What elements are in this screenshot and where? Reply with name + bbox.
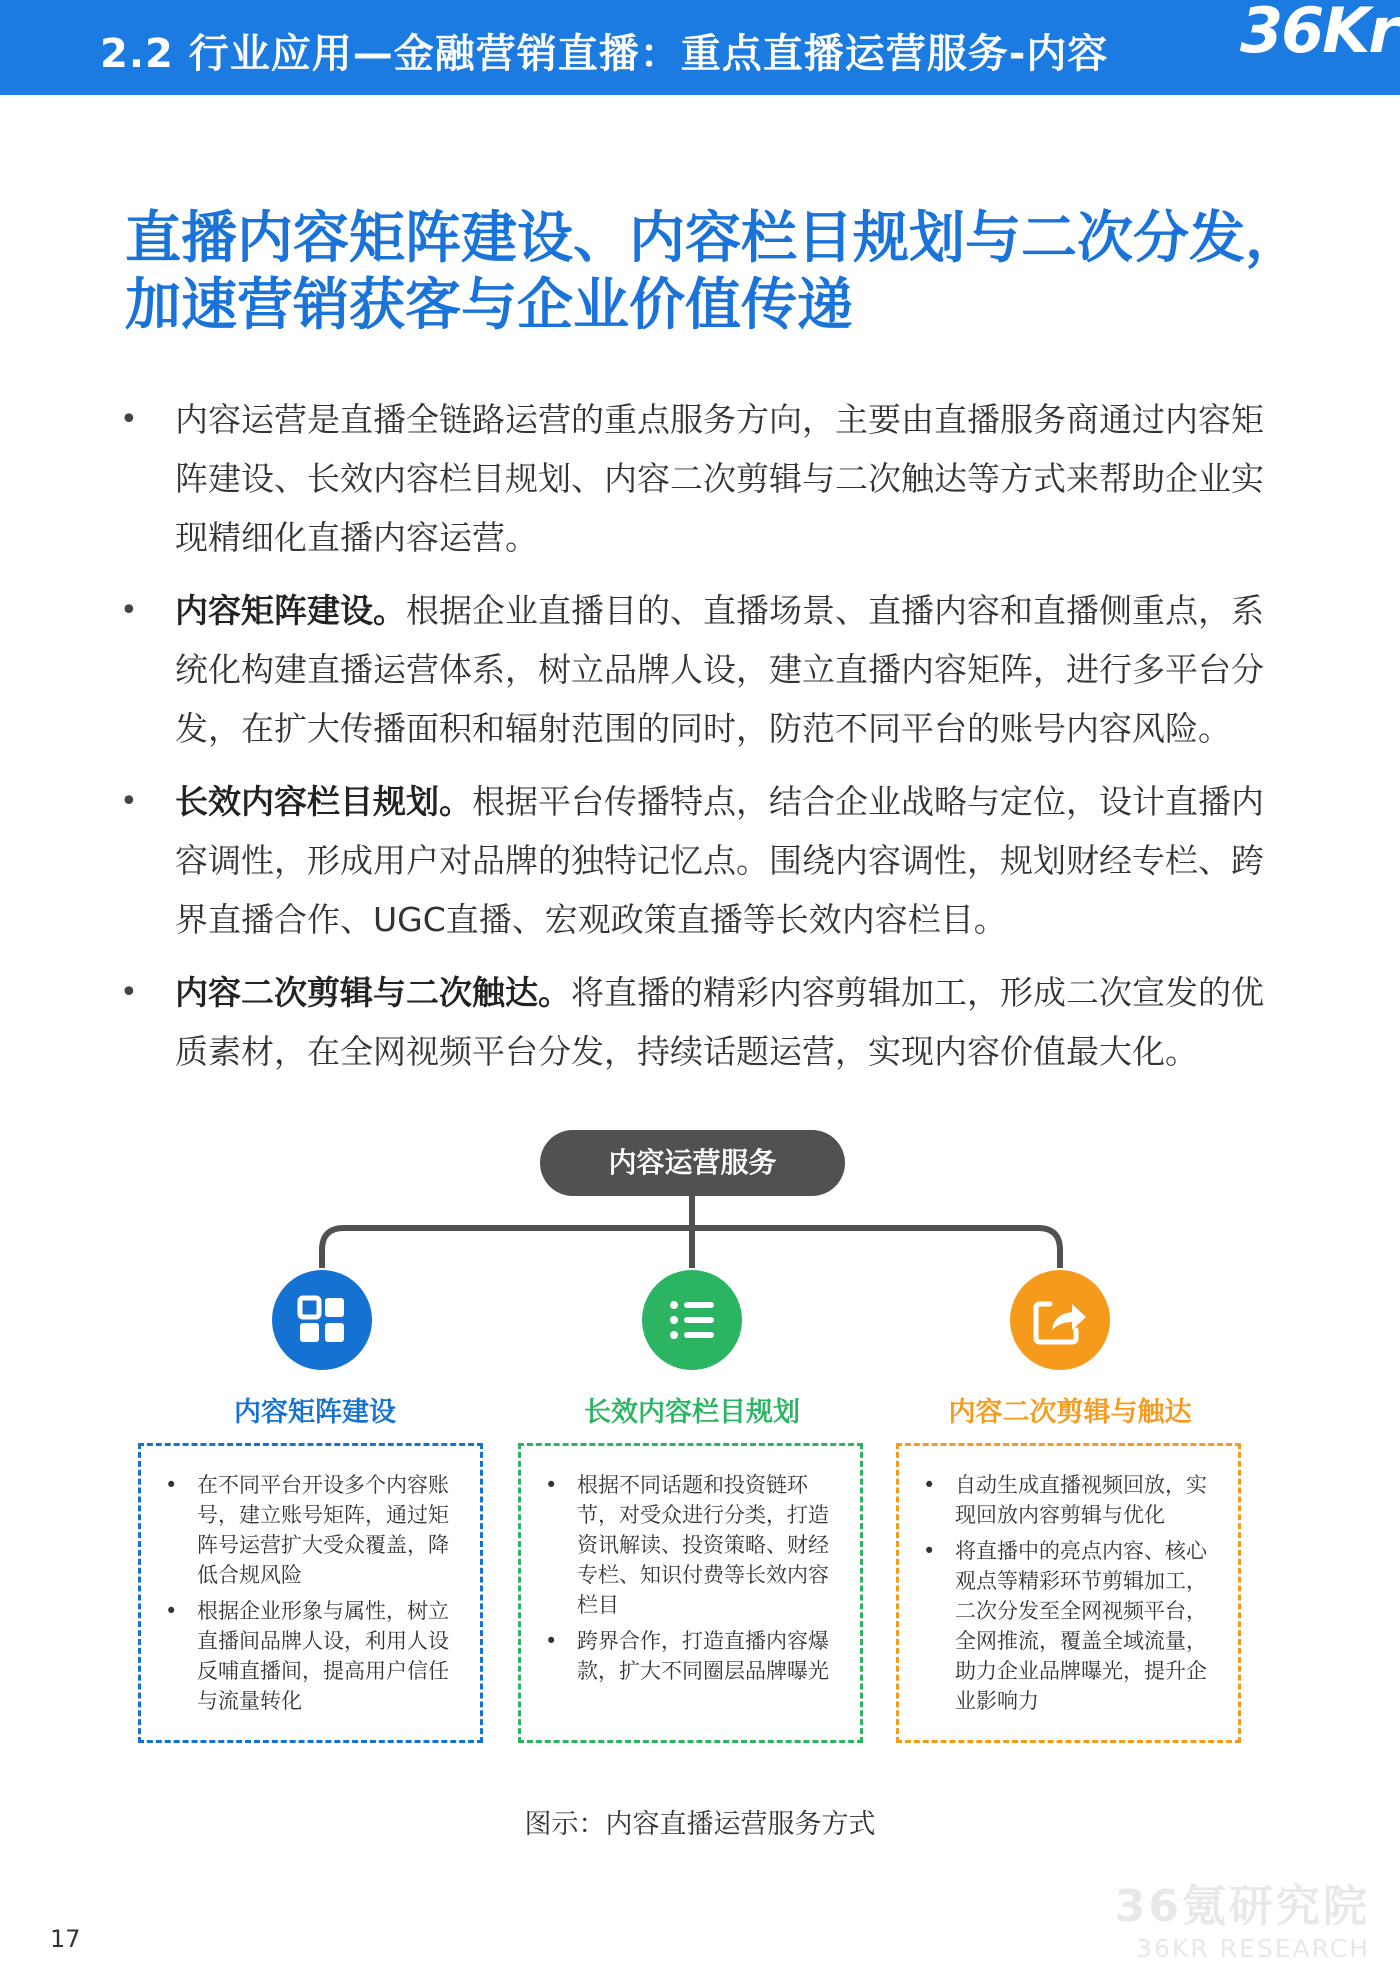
column-title-program: 长效内容栏目规划 bbox=[584, 1397, 800, 1428]
bullet-item bbox=[120, 772, 1280, 949]
share-icon bbox=[1010, 1270, 1110, 1370]
bullet-item bbox=[120, 963, 1280, 1081]
list-item: • 根据企业形象与属性，树立直播间品牌人设，利用人设反哺直播间，提高用户信任与流量转化 bbox=[165, 1599, 449, 1713]
list-item: • 根据不同话题和投资链环节，对受众进行分类，打造资讯解读、投资策略、财经专栏、知识付费等长效内容栏目 bbox=[545, 1473, 829, 1617]
list-item: • 在不同平台开设多个内容账号，建立账号矩阵，通过矩阵号运营扩大受众覆盖，降低合规风险 bbox=[165, 1473, 449, 1587]
bullet-dot-icon: • bbox=[120, 784, 138, 819]
column-box-matrix bbox=[138, 1443, 483, 1743]
brand-logo-text: 36Kr bbox=[1240, 0, 1397, 67]
page-number: 17 bbox=[50, 1925, 81, 1953]
bullet-text: 将直播的精彩内容剪辑加工，形成二次宣发的优质素材，在全网视频平台分发，持续话题运营，实现内容价值最大化。 bbox=[175, 973, 1264, 1071]
root-node: 内容运营服务 bbox=[540, 1130, 845, 1196]
column-box-program bbox=[518, 1443, 863, 1743]
list-item: • 自动生成直播视频回放，实现回放内容剪辑与优化 bbox=[923, 1473, 1207, 1527]
column-title-redistribution: 内容二次剪辑与触达 bbox=[948, 1397, 1192, 1428]
brand-logo bbox=[1210, 0, 1400, 95]
list-icon bbox=[642, 1270, 742, 1370]
headline-line-2: 加速营销获客与企业价值传递 bbox=[125, 273, 853, 338]
grid-icon bbox=[272, 1270, 372, 1370]
bullet-item bbox=[120, 390, 1280, 567]
bullet-bold: 长效内容栏目规划。 bbox=[175, 782, 472, 821]
bullet-list bbox=[120, 390, 1280, 1095]
headline-line-1: 直播内容矩阵建设、内容栏目规划与二次分发， bbox=[125, 206, 1301, 271]
bullet-dot-icon: • bbox=[120, 593, 138, 628]
column-box-redistribution bbox=[896, 1443, 1241, 1743]
figure-caption: 图示：内容直播运营服务方式 bbox=[524, 1809, 876, 1840]
service-diagram bbox=[0, 1110, 1400, 1810]
bullet-dot-icon: • bbox=[120, 975, 138, 1010]
page-headline bbox=[125, 205, 1305, 339]
section-title: 2.2 行业应用—金融营销直播：重点直播运营服务-内容 bbox=[100, 31, 1109, 77]
header-bar bbox=[0, 0, 1400, 95]
bullet-bold: 内容二次剪辑与二次触达。 bbox=[175, 973, 571, 1012]
bullet-text: 内容运营是直播全链路运营的重点服务方向，主要由直播服务商通过内容矩阵建设、长效内容栏目规划、内容二次剪辑与二次触达等方式来帮助企业实现精细化直播内容运营。 bbox=[175, 400, 1264, 557]
bullet-text: 根据平台传播特点，结合企业战略与定位，设计直播内容调性，形成用户对品牌的独特记忆点。围绕内容调性，规划财经专栏、跨界直播合作、UGC直播、宏观政策直播等长效内容栏目。 bbox=[175, 782, 1264, 939]
bullet-item bbox=[120, 581, 1280, 758]
watermark-cn: 36氪研究院 bbox=[1114, 1881, 1370, 1932]
list-item: • 将直播中的亮点内容、核心观点等精彩环节剪辑加工，二次分发至全网视频平台，全网推流，覆盖全域流量，助力企业品牌曝光，提升企业影响力 bbox=[923, 1539, 1207, 1713]
watermark bbox=[1115, 1870, 1370, 1963]
column-title-matrix: 内容矩阵建设 bbox=[234, 1397, 396, 1428]
bullet-dot-icon: • bbox=[120, 402, 138, 437]
bullet-text: 根据企业直播目的、直播场景、直播内容和直播侧重点，系统化构建直播运营体系，树立品牌人设，建立直播内容矩阵，进行多平台分发，在扩大传播面积和辐射范围的同时，防范不同平台的账号内容风险。 bbox=[175, 591, 1264, 748]
watermark-en: 36KR RESEARCH bbox=[1136, 1934, 1370, 1963]
list-item: • 跨界合作，打造直播内容爆款，扩大不同圈层品牌曝光 bbox=[545, 1629, 829, 1683]
bullet-bold: 内容矩阵建设。 bbox=[175, 591, 406, 630]
